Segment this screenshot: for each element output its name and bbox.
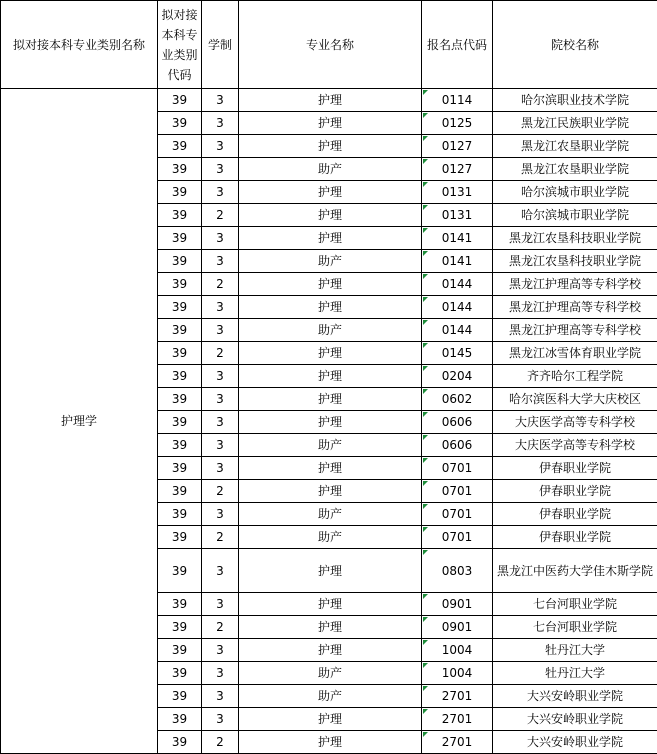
- cell-site-code: 0602: [422, 388, 493, 411]
- cell-school: 伊春职业学院: [493, 480, 657, 503]
- cell-years: 3: [202, 135, 239, 158]
- cell-school: 黑龙江护理高等专科学校: [493, 296, 657, 319]
- cell-major: 护理: [239, 89, 422, 112]
- cell-category-code: 39: [158, 112, 202, 135]
- cell-major: 护理: [239, 639, 422, 662]
- header-major: 专业名称: [239, 1, 422, 89]
- cell-category-code: 39: [158, 319, 202, 342]
- cell-school: 哈尔滨城市职业学院: [493, 181, 657, 204]
- cell-category-code: 39: [158, 593, 202, 616]
- cell-category-code: 39: [158, 685, 202, 708]
- cell-years: 3: [202, 227, 239, 250]
- cell-years: 3: [202, 388, 239, 411]
- header-school: 院校名称: [493, 1, 657, 89]
- cell-major: 护理: [239, 549, 422, 593]
- cell-school: 哈尔滨职业技术学院: [493, 89, 657, 112]
- cell-years: 3: [202, 549, 239, 593]
- cell-category-code: 39: [158, 158, 202, 181]
- cell-school: 七台河职业学院: [493, 593, 657, 616]
- cell-school: 大兴安岭职业学院: [493, 708, 657, 731]
- cell-category-code: 39: [158, 181, 202, 204]
- cell-years: 3: [202, 457, 239, 480]
- cell-site-code: 0803: [422, 549, 493, 593]
- cell-site-code: 2701: [422, 685, 493, 708]
- cell-years: 3: [202, 662, 239, 685]
- cell-major: 助产: [239, 434, 422, 457]
- cell-site-code: 0606: [422, 434, 493, 457]
- cell-site-code: 0144: [422, 273, 493, 296]
- cell-category-code: 39: [158, 342, 202, 365]
- cell-years: 2: [202, 731, 239, 754]
- cell-years: 2: [202, 342, 239, 365]
- cell-years: 3: [202, 365, 239, 388]
- header-category-code: 拟对接本科专业类别代码: [158, 1, 202, 89]
- cell-years: 3: [202, 250, 239, 273]
- cell-category-code: 39: [158, 135, 202, 158]
- cell-major: 助产: [239, 250, 422, 273]
- cell-major: 助产: [239, 685, 422, 708]
- cell-school: 黑龙江护理高等专科学校: [493, 319, 657, 342]
- cell-major: 护理: [239, 342, 422, 365]
- cell-site-code: 0127: [422, 158, 493, 181]
- cell-major: 护理: [239, 480, 422, 503]
- cell-school: 伊春职业学院: [493, 526, 657, 549]
- cell-site-code: 2701: [422, 731, 493, 754]
- cell-category-code: 39: [158, 549, 202, 593]
- cell-site-code: 0901: [422, 616, 493, 639]
- cell-years: 2: [202, 526, 239, 549]
- cell-site-code: 0114: [422, 89, 493, 112]
- header-years: 学制: [202, 1, 239, 89]
- cell-category-code: 39: [158, 89, 202, 112]
- cell-major: 护理: [239, 227, 422, 250]
- header-row: [1, 1, 657, 89]
- cell-school: 七台河职业学院: [493, 616, 657, 639]
- cell-category-code: 39: [158, 480, 202, 503]
- cell-site-code: 2701: [422, 708, 493, 731]
- cell-site-code: 0701: [422, 503, 493, 526]
- cell-years: 3: [202, 593, 239, 616]
- cell-category-code: 39: [158, 365, 202, 388]
- cell-years: 2: [202, 616, 239, 639]
- cell-years: 3: [202, 411, 239, 434]
- cell-category-code: 39: [158, 662, 202, 685]
- cell-site-code: 0131: [422, 204, 493, 227]
- cell-site-code: 0125: [422, 112, 493, 135]
- cell-site-code: 0141: [422, 250, 493, 273]
- table-row: [1, 89, 657, 112]
- cell-school: 黑龙江农垦科技职业学院: [493, 227, 657, 250]
- cell-major: 护理: [239, 708, 422, 731]
- cell-school: 黑龙江民族职业学院: [493, 112, 657, 135]
- cell-site-code: 0701: [422, 480, 493, 503]
- cell-category-code: 39: [158, 388, 202, 411]
- cell-site-code: 0701: [422, 526, 493, 549]
- cell-category-code: 39: [158, 227, 202, 250]
- cell-school: 伊春职业学院: [493, 457, 657, 480]
- header-site-code: 报名点代码: [422, 1, 493, 89]
- cell-school: 牡丹江大学: [493, 639, 657, 662]
- cell-major: 助产: [239, 662, 422, 685]
- cell-category-code: 39: [158, 616, 202, 639]
- cell-years: 2: [202, 273, 239, 296]
- cell-category-code: 39: [158, 411, 202, 434]
- cell-major: 护理: [239, 411, 422, 434]
- cell-years: 2: [202, 204, 239, 227]
- cell-site-code: 0141: [422, 227, 493, 250]
- cell-years: 3: [202, 685, 239, 708]
- cell-category-code: 39: [158, 434, 202, 457]
- cell-category-code: 39: [158, 731, 202, 754]
- cell-major: 助产: [239, 526, 422, 549]
- cell-category-code: 39: [158, 457, 202, 480]
- cell-years: 3: [202, 639, 239, 662]
- cell-major: 护理: [239, 365, 422, 388]
- cell-school: 黑龙江中医药大学佳木斯学院: [493, 549, 657, 593]
- cell-years: 3: [202, 112, 239, 135]
- cell-category-code: 39: [158, 639, 202, 662]
- cell-major: 护理: [239, 296, 422, 319]
- cell-major: 护理: [239, 204, 422, 227]
- cell-site-code: 0204: [422, 365, 493, 388]
- cell-category-code: 39: [158, 250, 202, 273]
- cell-school: 黑龙江农垦职业学院: [493, 135, 657, 158]
- group-label: 护理学: [1, 89, 158, 754]
- cell-school: 黑龙江护理高等专科学校: [493, 273, 657, 296]
- cell-category-code: 39: [158, 526, 202, 549]
- cell-site-code: 1004: [422, 639, 493, 662]
- cell-school: 大庆医学高等专科学校: [493, 434, 657, 457]
- cell-school: 齐齐哈尔工程学院: [493, 365, 657, 388]
- cell-years: 3: [202, 434, 239, 457]
- cell-school: 哈尔滨城市职业学院: [493, 204, 657, 227]
- cell-category-code: 39: [158, 503, 202, 526]
- cell-school: 大兴安岭职业学院: [493, 685, 657, 708]
- cell-school: 大庆医学高等专科学校: [493, 411, 657, 434]
- cell-school: 伊春职业学院: [493, 503, 657, 526]
- cell-school: 黑龙江冰雪体育职业学院: [493, 342, 657, 365]
- cell-major: 护理: [239, 616, 422, 639]
- header-category-name: 拟对接本科专业类别名称: [1, 1, 158, 89]
- cell-category-code: 39: [158, 273, 202, 296]
- cell-major: 护理: [239, 135, 422, 158]
- cell-major: 护理: [239, 731, 422, 754]
- cell-major: 护理: [239, 388, 422, 411]
- cell-years: 3: [202, 319, 239, 342]
- cell-school: 牡丹江大学: [493, 662, 657, 685]
- cell-major: 助产: [239, 319, 422, 342]
- cell-site-code: 0144: [422, 319, 493, 342]
- cell-years: 3: [202, 181, 239, 204]
- cell-category-code: 39: [158, 204, 202, 227]
- cell-school: 黑龙江农垦职业学院: [493, 158, 657, 181]
- cell-site-code: 0901: [422, 593, 493, 616]
- cell-years: 3: [202, 708, 239, 731]
- cell-major: 助产: [239, 158, 422, 181]
- cell-major: 护理: [239, 112, 422, 135]
- cell-site-code: 0144: [422, 296, 493, 319]
- cell-site-code: 0131: [422, 181, 493, 204]
- cell-years: 3: [202, 503, 239, 526]
- cell-site-code: 1004: [422, 662, 493, 685]
- cell-years: 3: [202, 296, 239, 319]
- cell-school: 大兴安岭职业学院: [493, 731, 657, 754]
- cell-category-code: 39: [158, 708, 202, 731]
- cell-major: 助产: [239, 503, 422, 526]
- cell-years: 3: [202, 158, 239, 181]
- cell-major: 护理: [239, 593, 422, 616]
- cell-major: 护理: [239, 181, 422, 204]
- cell-major: 护理: [239, 457, 422, 480]
- cell-site-code: 0145: [422, 342, 493, 365]
- cell-years: 2: [202, 480, 239, 503]
- cell-major: 护理: [239, 273, 422, 296]
- cell-site-code: 0701: [422, 457, 493, 480]
- cell-category-code: 39: [158, 296, 202, 319]
- cell-school: 哈尔滨医科大学大庆校区: [493, 388, 657, 411]
- cell-site-code: 0606: [422, 411, 493, 434]
- cell-site-code: 0127: [422, 135, 493, 158]
- cell-school: 黑龙江农垦科技职业学院: [493, 250, 657, 273]
- cell-years: 3: [202, 89, 239, 112]
